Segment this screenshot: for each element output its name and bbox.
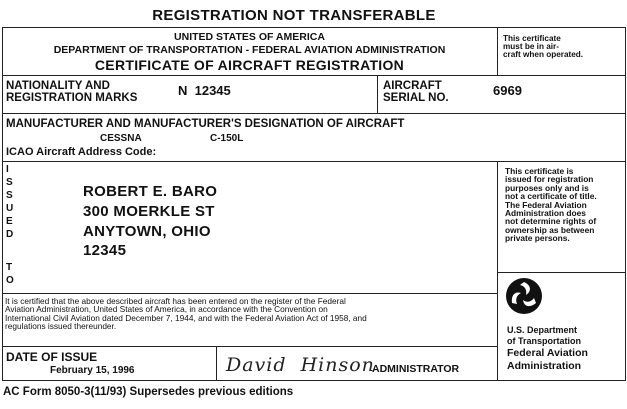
disclaimer-line: private persons. [505,233,570,244]
dot-agency-block [507,325,588,373]
certification-line: It is certified that the above described aircraft has been entered on the register of the Federal [5,296,346,306]
country-name: UNITED STATES OF AMERICA [174,31,325,43]
form-right-border [625,27,626,380]
form-left-border [2,27,3,380]
manufacturer-model: C-150L [210,133,244,144]
certification-statement [5,297,367,330]
issued-letter: D [6,229,14,240]
department-name: DEPARTMENT OF TRANSPORTATION - FEDERAL AVIATION ADMINISTRATION [53,44,446,56]
form-bottom-border [2,380,626,381]
disclaimer-line: ownership as between [505,224,595,235]
date-of-issue-label: DATE OF ISSUE [6,350,98,364]
carry-notice [503,35,583,60]
serial-number-value: 6969 [493,83,522,98]
issued-letter: E [6,216,13,227]
serial-label-line: SERIAL NO. [383,91,449,104]
owner-street: 300 MOERKLE ST [83,203,215,220]
issued-letter: T [6,262,13,273]
certificate-title: CERTIFICATE OF AIRCRAFT REGISTRATION [94,57,405,73]
disclaimer-line: The Federal Aviation [505,199,587,210]
administrator-title: ADMINISTRATOR [372,363,460,375]
form-divider-vertical [377,75,378,113]
carry-notice-line: must be in air- [503,42,559,52]
form-top-border [2,27,626,28]
issued-letter: O [6,275,14,286]
disclaimer-line: This certificate is [505,166,574,176]
owner-zip: 12345 [83,242,127,259]
dot-line: U.S. Department [507,325,578,335]
serial-label [383,81,449,104]
disclaimer-line: Administration does [505,208,586,219]
issued-letter: I [6,164,9,175]
form-divider [2,346,497,347]
manufacturer-label: MANUFACTURER AND MANUFACTURER'S DESIGNATION OF AIRCRAFT [6,118,405,130]
form-divider [2,161,626,162]
form-divider [2,75,626,76]
owner-city-state: ANYTOWN, OHIO [83,223,211,240]
dot-line: Administration [507,360,582,372]
icao-address-label: ICAO Aircraft Address Code: [6,146,157,158]
issued-letter: S [6,190,13,201]
dot-line: of Transportation [507,336,581,346]
form-divider [2,113,626,114]
date-of-issue-value: February 15, 1996 [50,365,135,376]
disclaimer-line: not a certificate of title. [505,191,597,202]
form-divider [2,293,497,294]
nationality-label-line: REGISTRATION MARKS [6,91,138,104]
carry-notice-line: This certificate [503,34,561,43]
ownership-disclaimer [505,167,597,243]
disclaimer-line: purposes only and is [505,182,589,193]
nationality-label-line: NATIONALITY AND [6,80,110,92]
manufacturer-make: CESSNA [100,133,142,144]
form-number: AC Form 8050-3(11/93) Supersedes previous editions [3,386,294,398]
owner-name: ROBERT E. BARO [83,183,218,200]
certification-line: regulations issued thereunder. [5,320,117,331]
nationality-label [6,81,137,104]
form-divider-vertical [497,27,498,75]
form-divider-vertical [216,346,217,380]
administrator-signature: David Hinson [226,354,375,376]
issued-letter: S [6,177,13,188]
certification-line: International Civil Aviation dated December 7, 1944, and with the Federal Aviation Act of 1958, and [5,312,367,323]
certification-line: Aviation Administration, United States of America, in accordance with the Convention on [5,304,328,315]
carry-notice-line: craft when operated. [503,50,584,60]
disclaimer-line: not determine rights of [505,216,597,227]
registration-not-transferable-title: REGISTRATION NOT TRANSFERABLE [152,7,436,24]
dot-triskelion-logo-icon [505,277,543,315]
serial-label-line: AIRCRAFT [383,80,442,92]
form-divider [497,272,626,273]
dot-line: Federal Aviation [507,347,588,359]
registration-mark-value: N 12345 [178,83,231,98]
disclaimer-line: issued for registration [505,174,594,185]
issued-letter: U [6,203,14,214]
form-divider-vertical [497,161,498,380]
